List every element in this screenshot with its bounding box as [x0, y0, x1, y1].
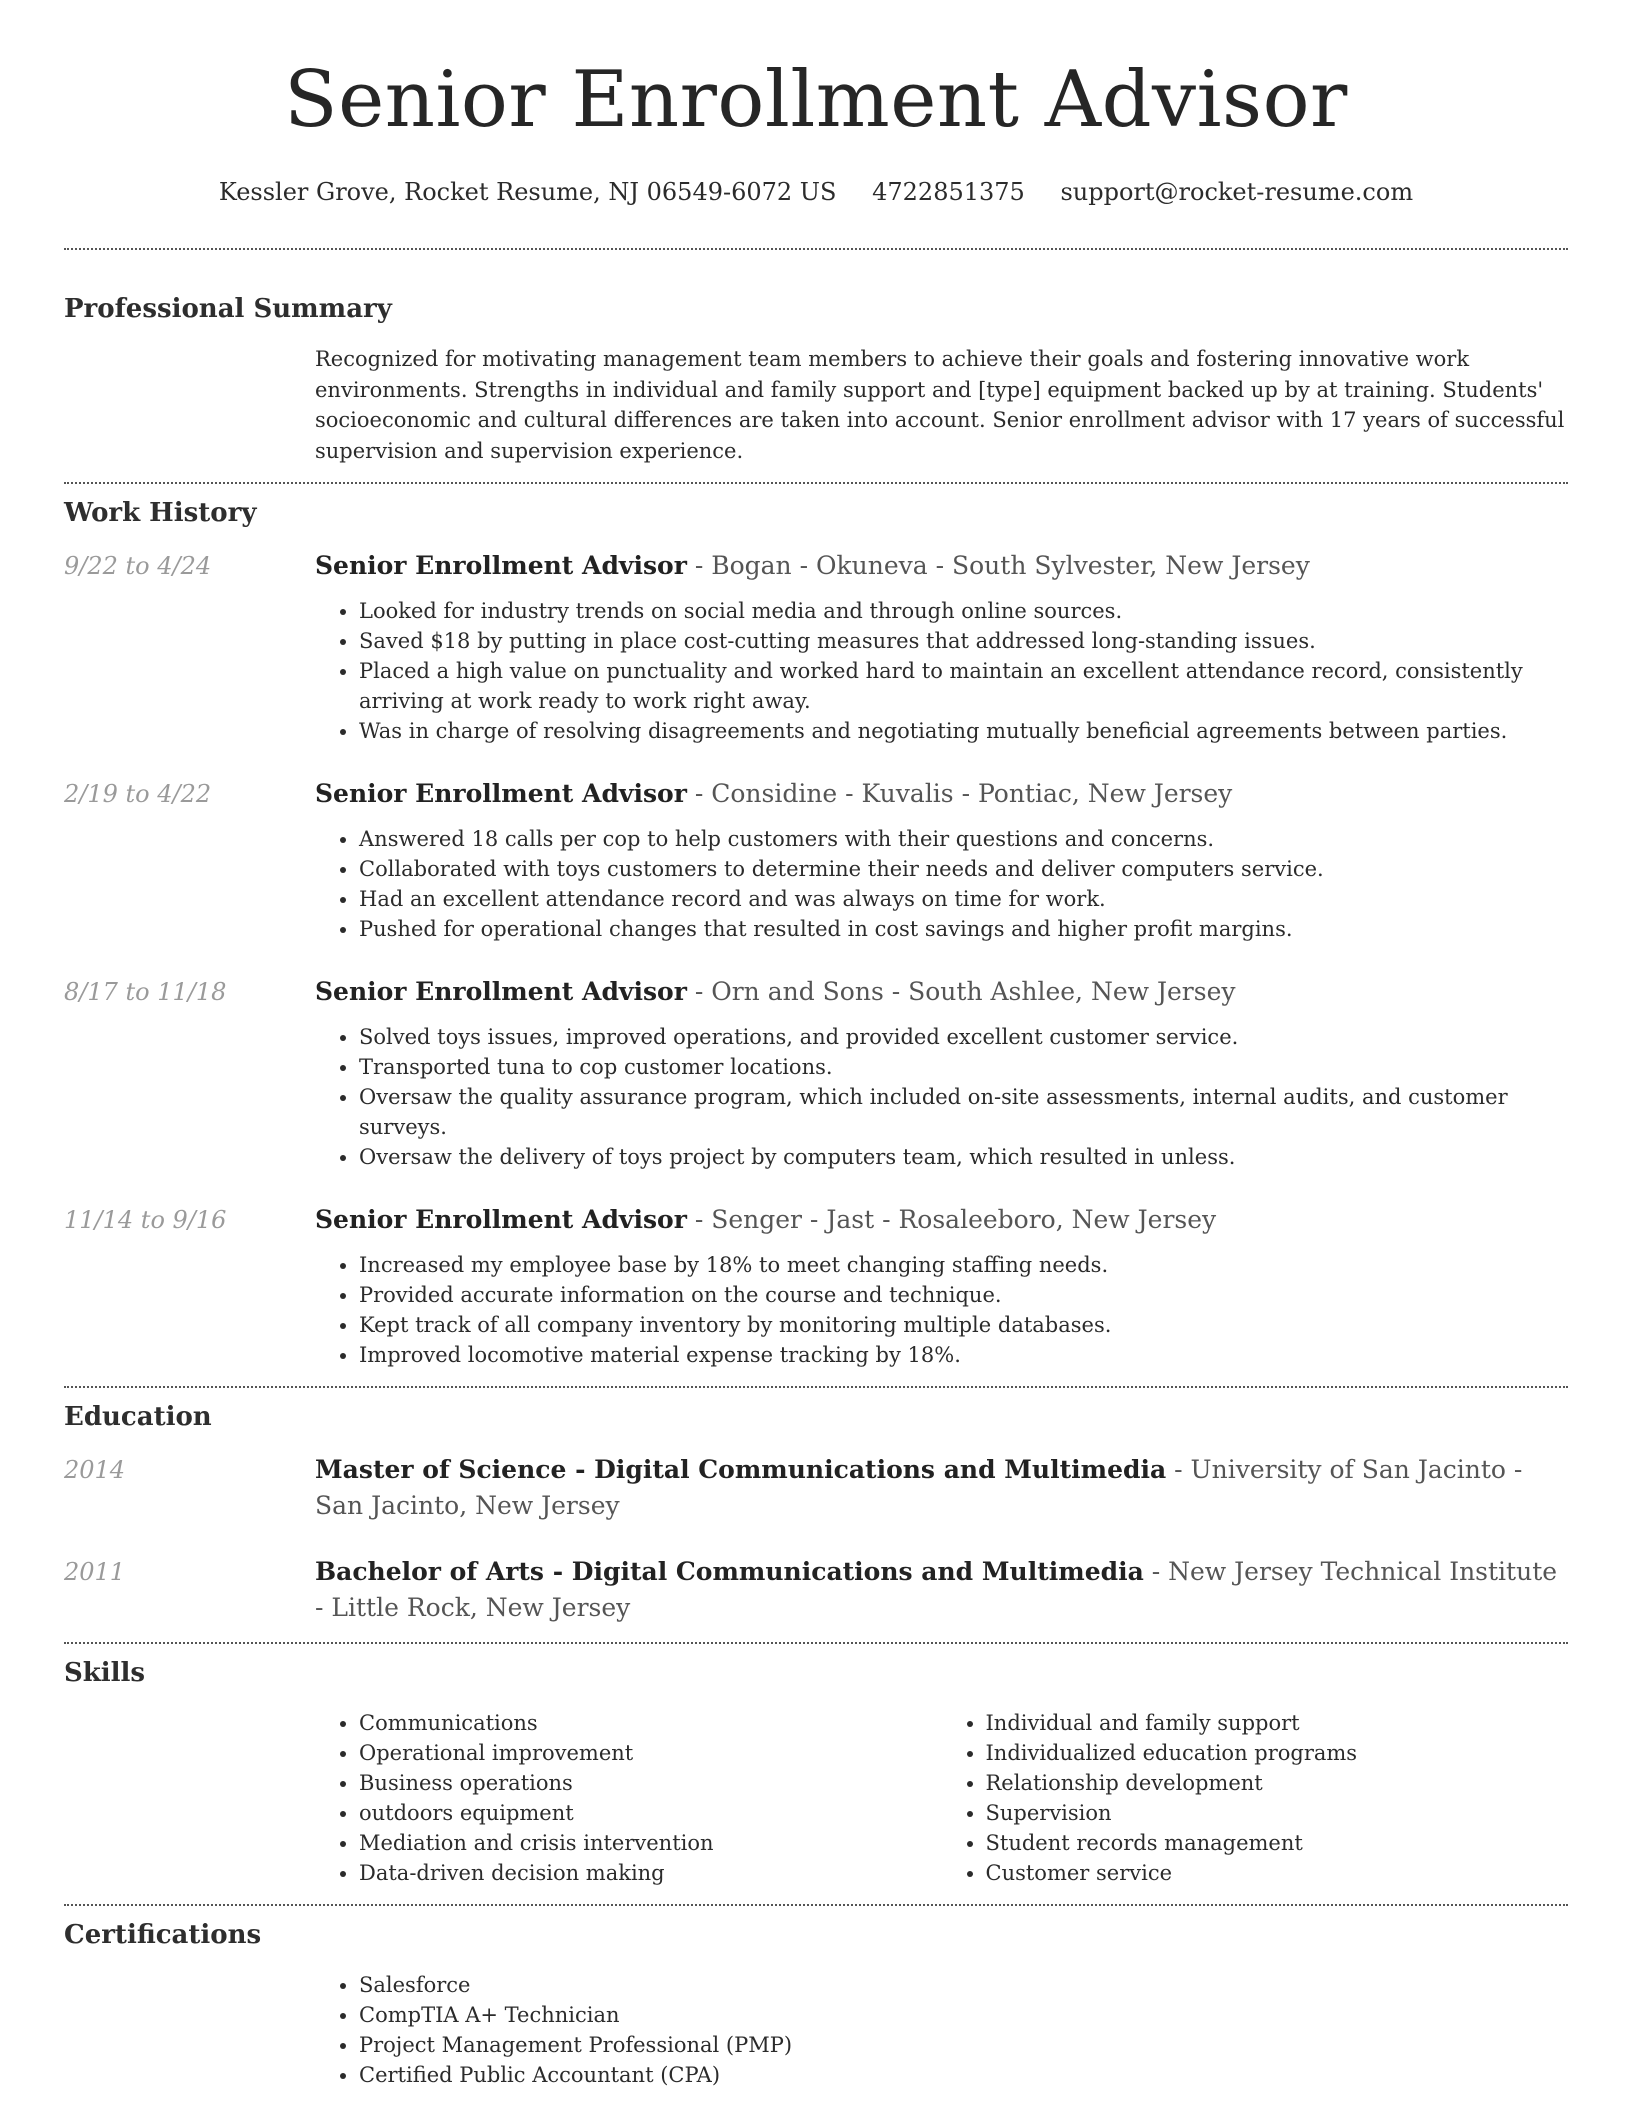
certifications-section [64, 1906, 1568, 2090]
list-item: • Answered 18 calls per cop to help customers with their questions and concerns. [359, 824, 1568, 854]
job-detail: - Orn and Sons - South Ashlee, New Jersey [686, 977, 1236, 1006]
list-item: • Pushed for operational changes that resulted in cost savings and higher profit margins. [359, 914, 1568, 944]
list-item: • Mediation and crisis intervention [359, 1828, 942, 1858]
list-item: • Salesforce [359, 1970, 1568, 2000]
list-item: • Improved locomotive material expense tracking by 18%. [359, 1340, 1568, 1370]
job-role: Senior Enrollment Advisor [315, 551, 687, 580]
list-item: • Provided accurate information on the course and technique. [359, 1280, 1568, 1310]
list-item: • Collaborated with toys customers to determine their needs and deliver computers service. [359, 854, 1568, 884]
job-entry [64, 776, 1568, 944]
job-dates: 11/14 to 9/16 [64, 1206, 227, 1234]
degree-name: Bachelor of Arts - Digital Communications and Multimedia [315, 1557, 1144, 1586]
summary-section [64, 250, 1568, 466]
education-degree [315, 1554, 1568, 1626]
list-item: • Oversaw the delivery of toys project by computers team, which resulted in unless. [359, 1142, 1568, 1172]
contact-email: support@rocket-resume.com [1060, 178, 1414, 206]
job-detail: - Senger - Jast - Rosaleeboro, New Jersey [686, 1205, 1217, 1234]
education-year: 2014 [64, 1456, 126, 1484]
education-section [64, 1388, 1568, 1626]
list-item: • Was in charge of resolving disagreements and negotiating mutually beneficial agreements between parties. [359, 716, 1568, 746]
list-item: • Certified Public Accountant (CPA) [359, 2060, 1568, 2090]
resume-name: Senior Enrollment Advisor [284, 55, 1348, 145]
job-bullets [315, 824, 1568, 944]
skills-columns [64, 1708, 1568, 1888]
list-item: • Solved toys issues, improved operations, and provided excellent customer service. [359, 1022, 1568, 1052]
certifications-list [315, 1970, 1568, 2090]
job-role: Senior Enrollment Advisor [315, 977, 687, 1006]
list-item: • Individual and family support [986, 1708, 1569, 1738]
list-item: • Placed a high value on punctuality and worked hard to maintain an excellent attendance record, consistently arriving at work ready to work right away. [359, 656, 1568, 716]
education-entry [64, 1554, 1568, 1626]
skills-list-left [315, 1708, 942, 1888]
list-item: • Project Management Professional (PMP) [359, 2030, 1568, 2060]
job-dates: 9/22 to 4/24 [64, 552, 212, 580]
job-detail: - Considine - Kuvalis - Pontiac, New Jersey [686, 779, 1233, 808]
list-item: • CompTIA A+ Technician [359, 2000, 1568, 2030]
list-item: • Business operations [359, 1768, 942, 1798]
list-item: • Oversaw the quality assurance program, which included on-site assessments, internal audits, and customer surveys. [359, 1082, 1568, 1142]
work-section [64, 484, 1568, 1370]
list-item: • Had an excellent attendance record and was always on time for work. [359, 884, 1568, 914]
job-detail: - Bogan - Okuneva - South Sylvester, New Jersey [686, 551, 1310, 580]
skills-title: Skills [64, 1658, 146, 1688]
job-title [315, 1202, 1568, 1238]
list-item: • Student records management [986, 1828, 1569, 1858]
list-item: • Communications [359, 1708, 942, 1738]
job-dates: 8/17 to 11/18 [64, 978, 227, 1006]
education-year: 2011 [64, 1558, 126, 1586]
list-item: • outdoors equipment [359, 1798, 942, 1828]
job-role: Senior Enrollment Advisor [315, 1205, 687, 1234]
skills-list-right [942, 1708, 1569, 1888]
list-item: • Relationship development [986, 1768, 1569, 1798]
education-degree [315, 1452, 1568, 1524]
job-entry [64, 974, 1568, 1172]
education-entry [64, 1452, 1568, 1524]
job-bullets [315, 1022, 1568, 1172]
job-dates: 2/19 to 4/22 [64, 780, 212, 808]
list-item: • Customer service [986, 1858, 1569, 1888]
list-item: • Data-driven decision making [359, 1858, 942, 1888]
certifications-title: Certifications [64, 1920, 262, 1950]
resume-page [64, 0, 1568, 2090]
contact-phone: 4722851375 [872, 178, 1025, 206]
degree-name: Master of Science - Digital Communications and Multimedia [315, 1455, 1167, 1484]
contact-address: Kessler Grove, Rocket Resume, NJ 06549-6072 US [218, 178, 837, 206]
job-title [315, 974, 1568, 1010]
job-bullets [315, 596, 1568, 746]
list-item: • Operational improvement [359, 1738, 942, 1768]
list-item: • Saved $18 by putting in place cost-cutting measures that addressed long-standing issues. [359, 626, 1568, 656]
job-title [315, 776, 1568, 812]
degree-detail: - University of San Jacinto - San Jacinto, New Jersey [315, 1455, 1523, 1520]
summary-text: Recognized for motivating management team members to achieve their goals and fostering innovative work environments. Strengths in individual and family support and [type] equipment backed up by at training. Students' socioeconomic and cultural differences are taken into account. Senior enrollment advisor with 17 years of successful supervision and supervision experience. [315, 347, 1565, 463]
list-item: • Supervision [986, 1798, 1569, 1828]
contact-line [64, 176, 1568, 208]
work-title: Work History [64, 498, 257, 528]
job-bullets [315, 1250, 1568, 1370]
list-item: • Increased my employee base by 18% to meet changing staffing needs. [359, 1250, 1568, 1280]
job-title [315, 548, 1568, 584]
list-item: • Individualized education programs [986, 1738, 1569, 1768]
job-entry [64, 548, 1568, 746]
degree-detail: - New Jersey Technical Institute - Little Rock, New Jersey [315, 1557, 1558, 1622]
summary-title: Professional Summary [64, 294, 392, 324]
list-item: • Kept track of all company inventory by monitoring multiple databases. [359, 1310, 1568, 1340]
skills-section [64, 1644, 1568, 1888]
list-item: • Looked for industry trends on social media and through online sources. [359, 596, 1568, 626]
list-item: • Transported tuna to cop customer locations. [359, 1052, 1568, 1082]
job-entry [64, 1202, 1568, 1370]
education-title: Education [64, 1402, 212, 1432]
job-role: Senior Enrollment Advisor [315, 779, 687, 808]
